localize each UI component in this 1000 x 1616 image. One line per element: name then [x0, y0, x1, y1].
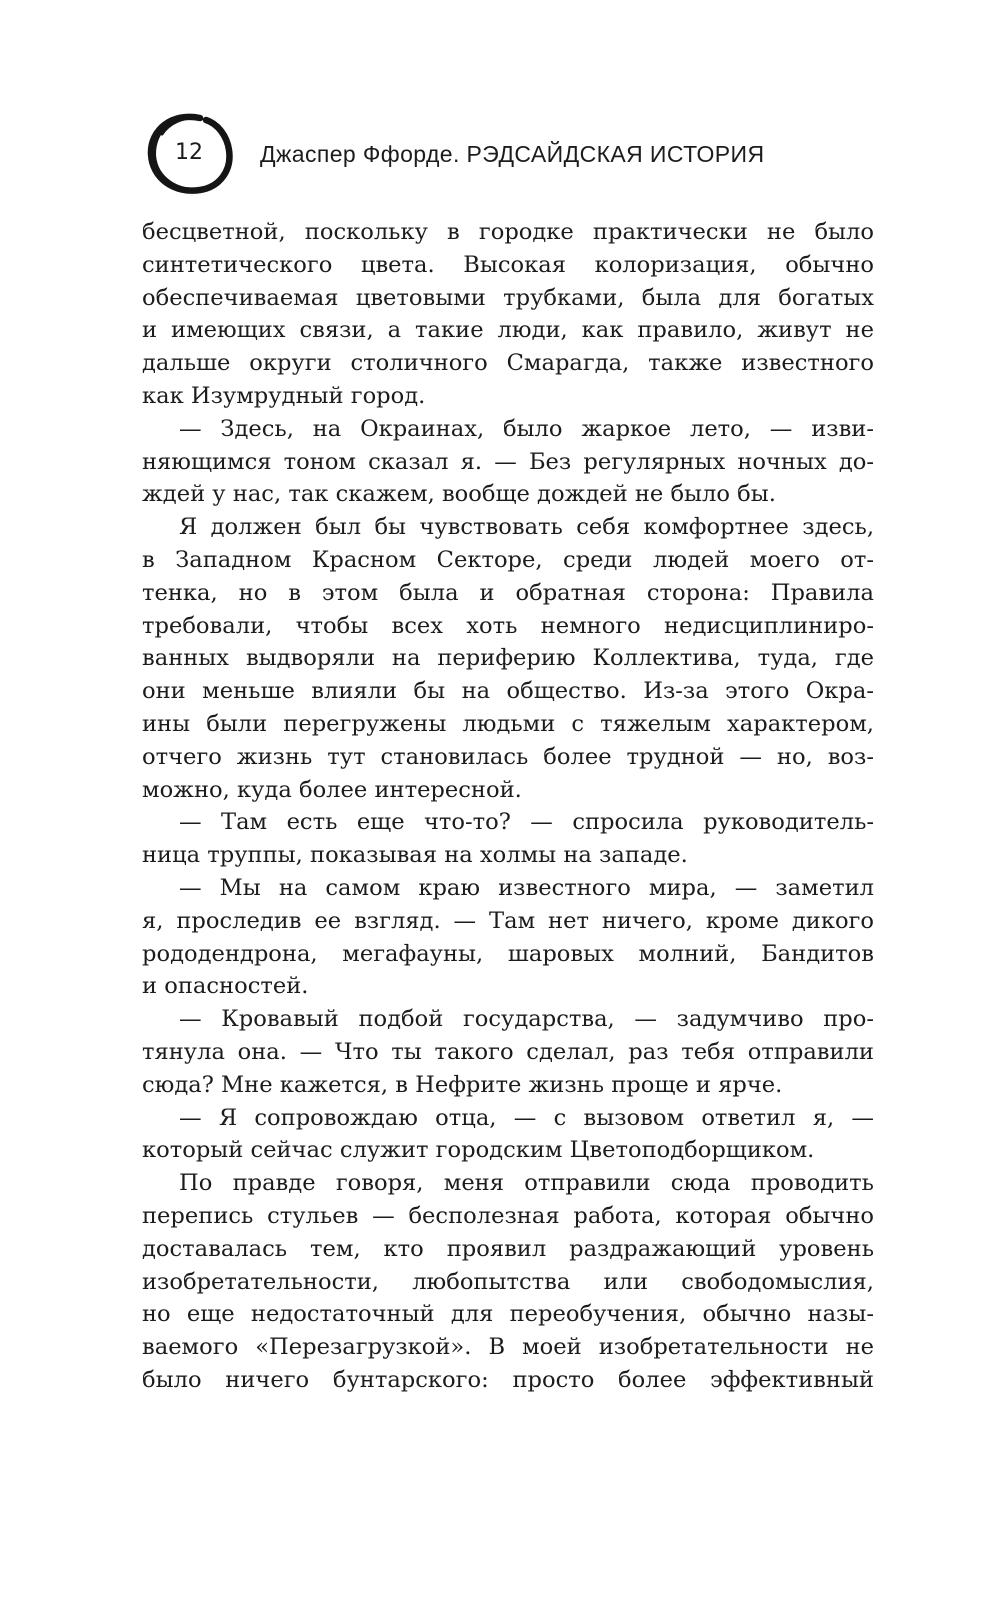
text-line: бесцветной, поскольку в городке практически не было: [142, 219, 874, 245]
running-head: Джаспер Ффорде. РЭДСАЙДСКАЯ ИСТОРИЯ: [260, 141, 765, 167]
text-line: изобретательности, любопытства или свободомыслия,: [142, 1268, 874, 1295]
page-header: [142, 108, 882, 200]
paragraph: [142, 511, 874, 806]
text-line: можно, куда более интересной.: [142, 776, 522, 803]
text-line: доставалась тем, кто проявил раздражающий уровень: [142, 1235, 874, 1262]
paragraph: [142, 872, 874, 1003]
text-line: ница труппы, показывая на холмы на западе.: [142, 842, 688, 869]
text-line: который сейчас служит городским Цветоподборщиком.: [142, 1137, 815, 1164]
text-line: няющимся тоном сказал я. — Без регулярных ночных до-: [142, 448, 874, 475]
text-line: я, проследив ее взгляд. — Там нет ничего, кроме дикого: [142, 907, 874, 934]
paragraph: [142, 1003, 874, 1101]
text-line: тенка, но в этом была и обратная сторона: Правила: [142, 579, 874, 606]
page-number: 12: [175, 140, 203, 165]
text-line: По правде говоря, меня отправили сюда проводить: [179, 1170, 874, 1197]
paragraph: [142, 1167, 874, 1397]
text-line: Я должен был бы чувствовать себя комфортнее здесь,: [179, 514, 874, 541]
paragraph: [142, 216, 874, 413]
text-line: в Западном Красном Секторе, среди людей моего от-: [142, 546, 874, 573]
text-line: требовали, чтобы всех хоть немного недисциплиниро-: [142, 612, 874, 639]
paragraph: [142, 413, 874, 511]
text-line: ванных выдворяли на периферию Коллектива, туда, где: [142, 645, 874, 672]
text-line: как Изумрудный город.: [142, 382, 426, 409]
text-line: тянула она. — Что ты такого сделал, раз тебя отправили: [142, 1038, 874, 1065]
text-line: перепись стульев — бесполезная работа, которая обычно: [142, 1202, 874, 1229]
text-line: — Я сопровождаю отца, — с вызовом ответил я, —: [179, 1104, 874, 1131]
text-line: было ничего бунтарского: просто более эффективный: [142, 1366, 874, 1393]
paragraph: [142, 806, 874, 872]
text-line: синтетического цвета. Высокая колоризация, обычно: [142, 251, 874, 278]
text-line: ваемого «Перезагрузкой». В моей изобретательности не: [142, 1334, 874, 1361]
text-line: обеспечиваемая цветовыми трубками, была для богатых: [142, 284, 874, 311]
text-line: — Там есть еще что-то? — спросила руководитель-: [179, 809, 874, 836]
text-line: — Кровавый подбой государства, — задумчиво про-: [179, 1006, 874, 1033]
text-line: — Здесь, на Окраинах, было жаркое лето, — изви-: [179, 415, 874, 442]
body-text: [142, 216, 874, 1397]
text-line: — Мы на самом краю известного мира, — заметил: [179, 874, 874, 901]
text-line: сюда? Мне кажется, в Нефрите жизнь проще и ярче.: [142, 1071, 783, 1098]
text-line: и имеющих связи, а такие люди, как правило, живут не: [142, 317, 874, 344]
paragraph: [142, 1102, 874, 1168]
text-line: отчего жизнь тут становилась более трудной — но, воз-: [142, 743, 874, 770]
text-line: и опасностей.: [142, 973, 309, 1000]
text-line: дальше округи столичного Смарагда, также известного: [142, 350, 874, 377]
text-line: рододендрона, мегафауны, шаровых молний, Бандитов: [142, 940, 874, 967]
text-line: они меньше влияли бы на общество. Из-за этого Окра-: [142, 678, 874, 705]
text-line: но еще недостаточный для переобучения, обычно назы-: [142, 1301, 874, 1328]
text-line: ины были перегружены людьми с тяжелым характером,: [142, 710, 874, 737]
text-line: ждей у нас, так скажем, вообще дождей не было бы.: [142, 481, 776, 508]
